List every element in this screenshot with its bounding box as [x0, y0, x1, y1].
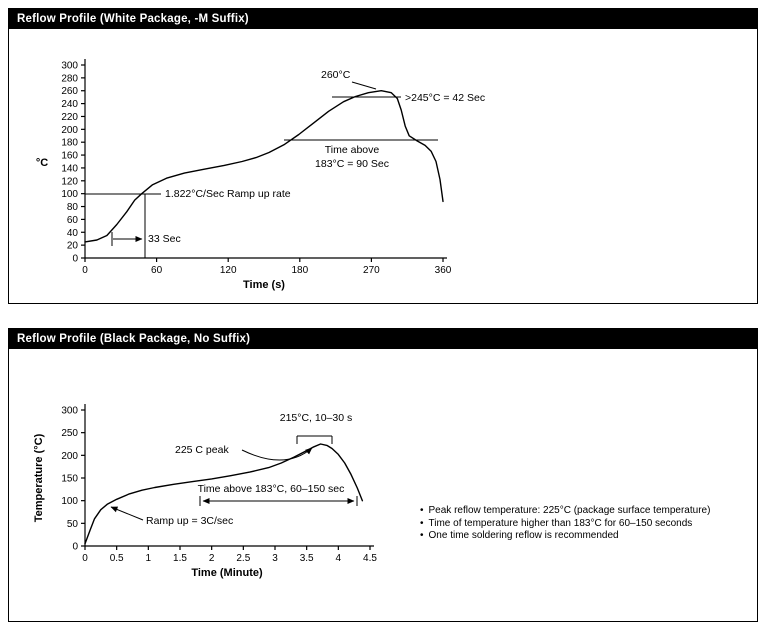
note-item: [420, 518, 754, 531]
panel-header-black: [9, 329, 757, 349]
note-text: One time soldering reflow is recommended: [428, 530, 619, 541]
reflow-panel-white: [8, 8, 758, 304]
y-tick-label: 220: [61, 111, 78, 123]
y-tick-label: 40: [66, 227, 78, 239]
y-tick-label: 160: [61, 150, 78, 162]
x-tick-label: 120: [219, 265, 237, 276]
ramp-rate-label: 1.822°C/Sec Ramp up rate: [165, 188, 291, 200]
x-axis-title-black: Time (Minute): [191, 567, 263, 579]
above-245-label: >245°C = 42 Sec: [405, 92, 486, 104]
peak-label: 225 C peak: [175, 444, 229, 456]
y-tick-label: 240: [61, 99, 78, 111]
panel-title-white: Reflow Profile (White Package, -M Suffix): [17, 13, 249, 25]
y-tick-label: 200: [61, 124, 78, 136]
y-tick-label: 200: [61, 450, 78, 462]
time-above-label: Time above 183°C, 60–150 sec: [197, 483, 345, 495]
y-tick-label: 300: [61, 60, 78, 72]
y-tick-label: 260: [61, 86, 78, 98]
panel-title-black: Reflow Profile (Black Package, No Suffix): [17, 333, 251, 345]
x-tick-label: 60: [151, 265, 163, 276]
y-tick-label: 140: [61, 163, 78, 175]
bullet-icon: [420, 530, 429, 543]
y-tick-label: 100: [61, 496, 78, 508]
above-183-label-line2: 183°C = 90 Sec: [315, 158, 389, 170]
note-item: [420, 505, 754, 518]
ramp-up-arrow: [111, 507, 143, 520]
x-tick-label: 0: [82, 553, 88, 564]
y-axis-title-black: Temperature (°C): [33, 433, 45, 523]
y-tick-label: 120: [61, 176, 78, 188]
reflow-chart-white-package: [9, 29, 757, 303]
temperature-profile-curve: [85, 91, 443, 242]
x-tick-label: 3: [272, 553, 278, 564]
x-tick-label: 2: [208, 553, 215, 564]
y-tick-label: 150: [61, 473, 78, 485]
peak-window-label: 215°C, 10–30 s: [279, 412, 353, 424]
ramp-up-label: Ramp up = 3C/sec: [146, 515, 234, 527]
x-axis-title-white: Time (s): [243, 279, 285, 291]
y-axis-title-white: °C: [35, 157, 49, 169]
x-tick-label: 0.5: [109, 553, 124, 564]
peak-leader-line: [352, 82, 376, 89]
y-tick-label: 300: [61, 405, 78, 417]
panel-header-white: [9, 9, 757, 29]
x-tick-label: 270: [363, 265, 380, 276]
y-tick-label: 60: [66, 214, 78, 226]
y-tick-label: 0: [72, 253, 78, 265]
note-text: Time of temperature higher than 183°C for 60–150 seconds: [428, 517, 693, 529]
bullet-icon: [420, 518, 429, 531]
x-tick-label: 1.5: [173, 553, 187, 564]
annotations-black: [111, 412, 357, 527]
sec33-label: 33 Sec: [148, 233, 181, 245]
x-tick-label: 2.5: [236, 553, 251, 564]
peak-temp-label: 260°C: [321, 69, 351, 81]
chart-area-black: [9, 349, 757, 621]
y-tick-label: 180: [61, 137, 78, 149]
y-tick-label: 0: [72, 541, 78, 553]
bullet-icon: [420, 505, 429, 518]
x-tick-label: 3.5: [299, 553, 314, 564]
chart-area-white: [9, 29, 757, 303]
y-tick-label: 50: [66, 518, 78, 530]
note-item: [420, 530, 754, 543]
above-183-label-line1: Time above: [324, 144, 380, 156]
y-tick-label: 20: [66, 240, 78, 252]
x-tick-label: 4: [335, 553, 342, 564]
reflow-chart-black-package: [9, 349, 757, 621]
x-tick-label: 180: [291, 265, 309, 276]
y-tick-label: 80: [66, 202, 78, 214]
x-tick-label: 1: [145, 553, 152, 564]
y-tick-label: 250: [61, 428, 78, 440]
plot-generated: [61, 59, 451, 276]
reflow-panel-black: [8, 328, 758, 622]
y-tick-label: 100: [61, 189, 78, 201]
annotations-white: [85, 69, 485, 258]
reflow-notes: [420, 505, 754, 543]
note-text: Peak reflow temperature: 225°C (package surface temperature): [428, 505, 711, 516]
x-tick-label: 4.5: [363, 553, 377, 564]
x-tick-label: 0: [82, 265, 88, 276]
y-tick-label: 280: [61, 73, 78, 85]
x-tick-label: 360: [434, 265, 452, 276]
